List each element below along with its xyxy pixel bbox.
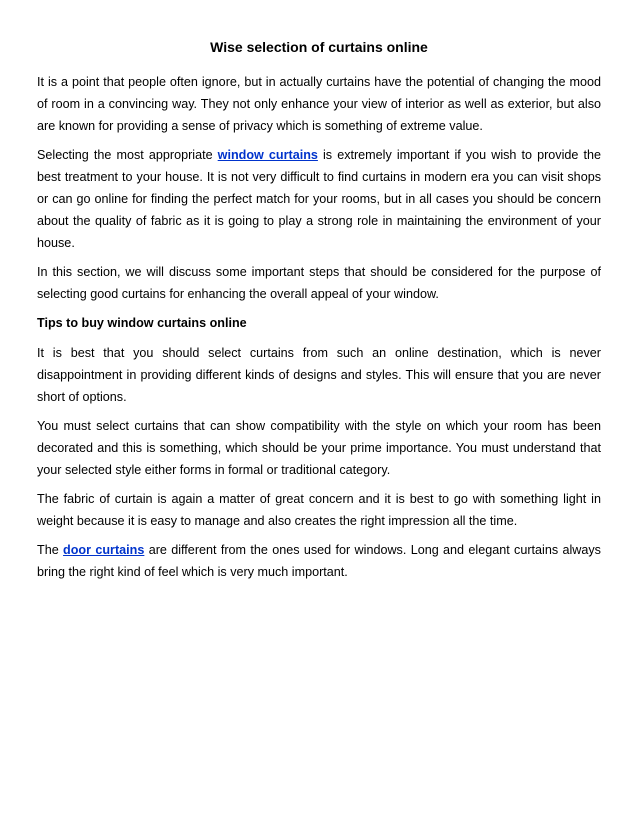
paragraph-text: are different from the ones used for windows. Long and elegant curtains always bring the right kind of feel which is very much important.	[37, 543, 601, 579]
page-title: Wise selection of curtains online	[210, 39, 428, 55]
paragraph-intro: It is a point that people often ignore, but in actually curtains have the potential of changing the mood of room in a convincing way. They not only enhance your view of interior as well as exterior, but also are known for providing a sense of privacy which is something of extreme value.	[37, 75, 601, 133]
door-curtains-link[interactable]: door curtains	[63, 543, 145, 557]
document-page	[37, 38, 601, 590]
paragraph-tip-fabric: The fabric of curtain is again a matter of great concern and it is best to go with something light in weight because it is easy to manage and also creates the right impression all the time.	[37, 492, 601, 528]
window-curtains-link[interactable]: window curtains	[217, 148, 318, 162]
paragraph-door-curtains	[37, 539, 601, 583]
paragraph-text: is extremely important if you wish to provide the best treatment to your house. It is not very difficult to find curtains in modern era you can visit shops or can go online for finding the perfect match for your rooms, but in all cases you should be concern about the quality of fabric as it is going to play a strong role in maintaining the environment of your house.	[37, 148, 601, 250]
paragraph-tip-style: You must select curtains that can show compatibility with the style on which your room has been decorated and this is something, which should be your prime importance. You must understand that your selected style either forms in formal or traditional category.	[37, 419, 601, 477]
paragraph-section-intro: In this section, we will discuss some important steps that should be considered for the purpose of selecting good curtains for enhancing the overall appeal of your window.	[37, 265, 601, 301]
paragraph-window-curtains	[37, 144, 601, 254]
paragraph-tip-destination: It is best that you should select curtains from such an online destination, which is never disappointment in providing different kinds of designs and styles. This will ensure that you are never short of options.	[37, 346, 601, 404]
section-heading: Tips to buy window curtains online	[37, 316, 247, 330]
paragraph-text: Selecting the most appropriate	[37, 148, 218, 162]
paragraph-text: The	[37, 543, 64, 557]
